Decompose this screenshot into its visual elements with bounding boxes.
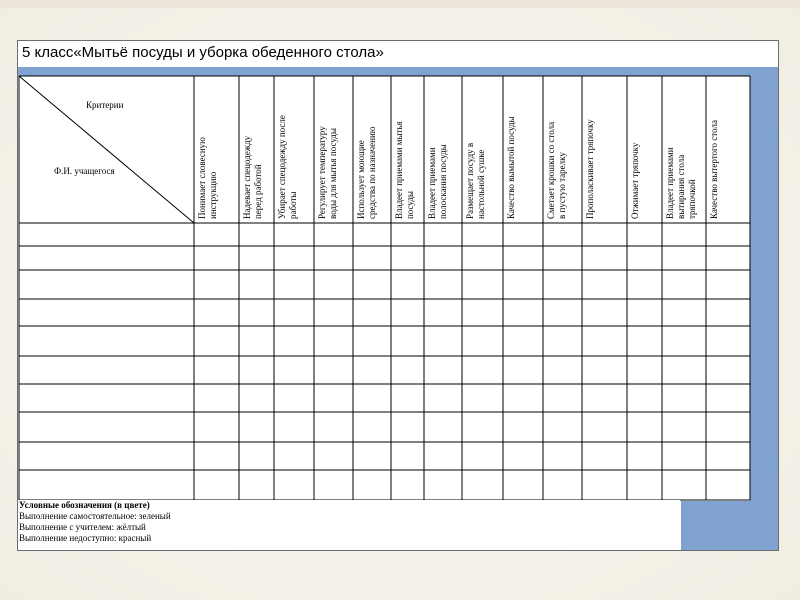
criterion-header-5: Использует моющиесредства по назначению (356, 126, 377, 219)
criterion-header-10: Сметает крошки со столав пустую тарелку (546, 121, 567, 219)
criterion-header-2: Надевает спецодеждуперед работой (242, 135, 263, 219)
slide-top-edge (0, 0, 800, 8)
worksheet (17, 40, 779, 551)
assessment-table (18, 41, 778, 550)
criterion-header-3: Убирает спецодежду послеработы (277, 115, 298, 219)
legend-item-yellow: Выполнение с учителем: жёлтый (19, 522, 146, 532)
table-background (19, 76, 750, 500)
criterion-header-9: Качество вымытой посуды (506, 116, 516, 219)
table-lines (19, 76, 750, 500)
student-corner-label: Ф.И. учащегося (54, 166, 115, 176)
title-text: 5 класс«Мытьё посуды и уборка обеденного стола» (22, 44, 384, 61)
criterion-header-12: Отжимает тряпочку (630, 142, 640, 219)
criterion-header-13: Владеет приемамивытирания столатряпочкой (665, 147, 697, 219)
criterion-header-6: Владеет приемами мытьяпосуды (394, 121, 415, 219)
criterion-header-14: Качество вытертого стола (709, 120, 719, 219)
legend-heading: Условные обозначения (в цвете) (19, 500, 150, 510)
criterion-header-11: Прополаскивает тряпочку (585, 119, 595, 219)
legend (19, 500, 680, 549)
criteria-corner-label: Критерии (86, 100, 124, 110)
criterion-header-8: Размещает посуду внастольной сушке (465, 142, 486, 219)
criterion-header-4: Регулирует температуруводы для мытья посуды (317, 126, 338, 219)
legend-item-red: Выполнение недоступно: красный (19, 533, 152, 543)
criterion-header-7: Владеет приемамиполоскания посуды (427, 144, 448, 219)
criterion-header-1: Понимает словеснуюинструкцию (197, 137, 218, 219)
legend-item-green: Выполнение самостоятельное: зеленый (19, 511, 171, 521)
